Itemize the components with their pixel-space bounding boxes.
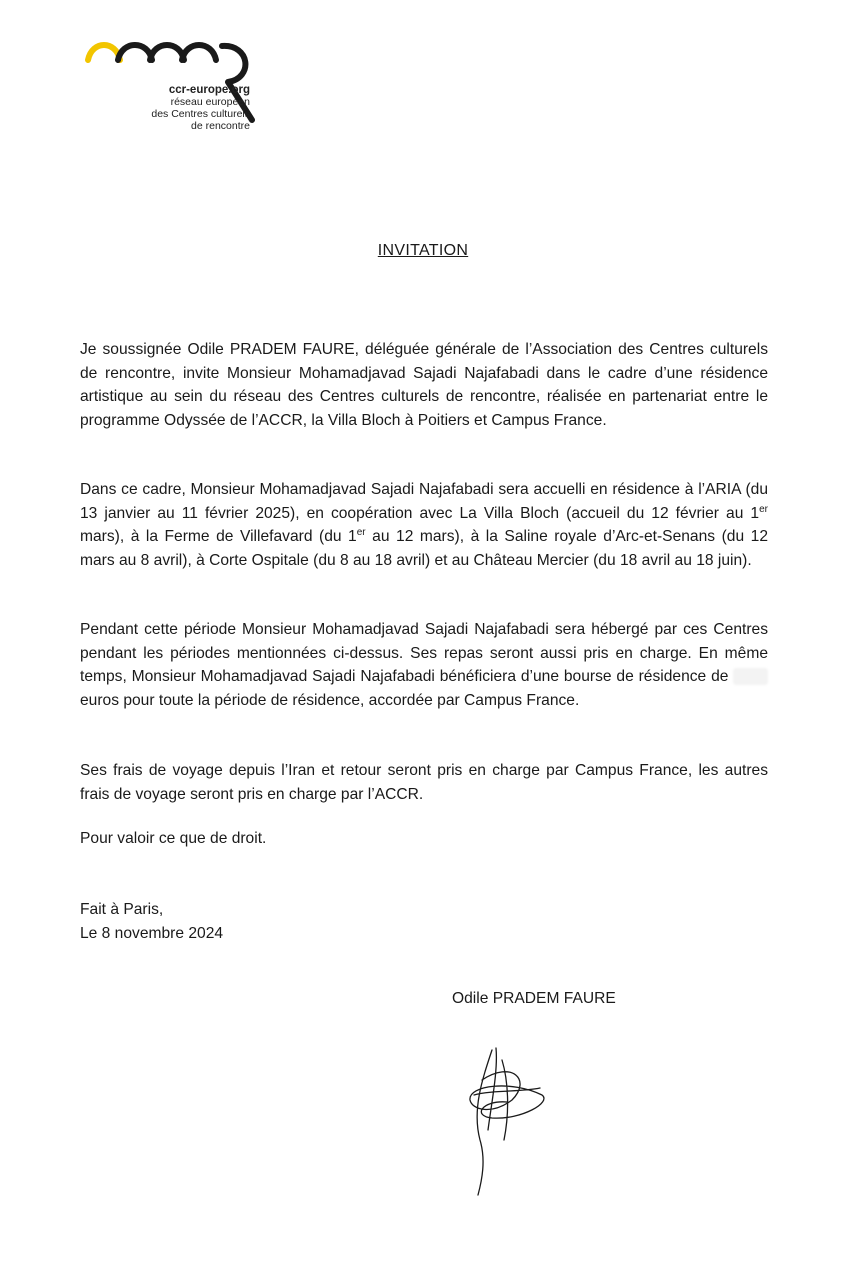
signatory-name: Odile PRADEM FAURE: [452, 990, 616, 1007]
paragraph-closing: Pour valoir ce que de droit.: [80, 830, 267, 847]
accommodation-text-a: Pendant cette période Monsieur Mohamadjavad Sajadi Najafabadi sera hébergé par ces Centres pendant les périodes mentionnées ci-dessus. Ses repas seront aussi pris en charge. En même temps, Monsieur Mohamadjavad Sajadi Najafabadi bénéficiera d’une bourse de résidence de: [80, 621, 768, 685]
superscript-er-1: er: [759, 503, 768, 515]
logo-text: [110, 84, 250, 132]
logo-site: ccr-europe.org: [168, 84, 250, 96]
schedule-text-c: au 12 mars), à la Saline royale d’Arc-et-Senans (du 12 mars au 8 avril), à Corte Ospitale (du 8 au 18 avril) et au Château Mercier (du 18 avril au 18 juin).: [80, 528, 768, 569]
date: Le 8 novembre 2024: [80, 925, 224, 942]
letter-title: INVITATION: [377, 242, 469, 259]
superscript-er-2: er: [356, 527, 366, 538]
signature-icon: [452, 1040, 562, 1200]
logo-tagline-3: de rencontre: [191, 120, 250, 132]
paragraph-travel: Ses frais de voyage depuis l’Iran et retour seront pris en charge par Campus France, les autres frais de voyage seront pris en charge par l’ACCR.: [80, 762, 768, 803]
place-date-block: [80, 898, 223, 946]
paragraph-schedule: [80, 478, 768, 572]
place: Fait à Paris,: [80, 901, 164, 918]
accr-logo: [82, 38, 262, 132]
logo-tagline-2: des Centres culturels: [151, 108, 250, 120]
accommodation-text-b: euros pour toute la période de résidence, accordée par Campus France.: [80, 691, 580, 709]
schedule-text-a: Dans ce cadre, Monsieur Mohamadjavad Sajadi Najafabadi sera accuelli en résidence à l’ARIA (du 13 janvier au 11 février 2025), en coopération avec La Villa Bloch (accueil du 12 février au 1: [80, 481, 768, 522]
paragraph-accommodation: [80, 618, 768, 712]
redacted-amount: [733, 668, 768, 685]
logo-tagline-1: réseau européen: [170, 96, 250, 108]
schedule-text-b: mars), à la Ferme de Villefavard (du 1: [80, 528, 357, 545]
paragraph-intro: Je soussignée Odile PRADEM FAURE, déléguée générale de l’Association des Centres culturels de rencontre, invite Monsieur Mohamadjavad Sajadi Najafabadi dans le cadre d’une résidence artistique au sein du réseau des Centres culturels de rencontre, réalisée en partenariat entre le programme Odyssée de l’ACCR, la Villa Bloch à Poitiers et Campus France.: [80, 341, 768, 429]
